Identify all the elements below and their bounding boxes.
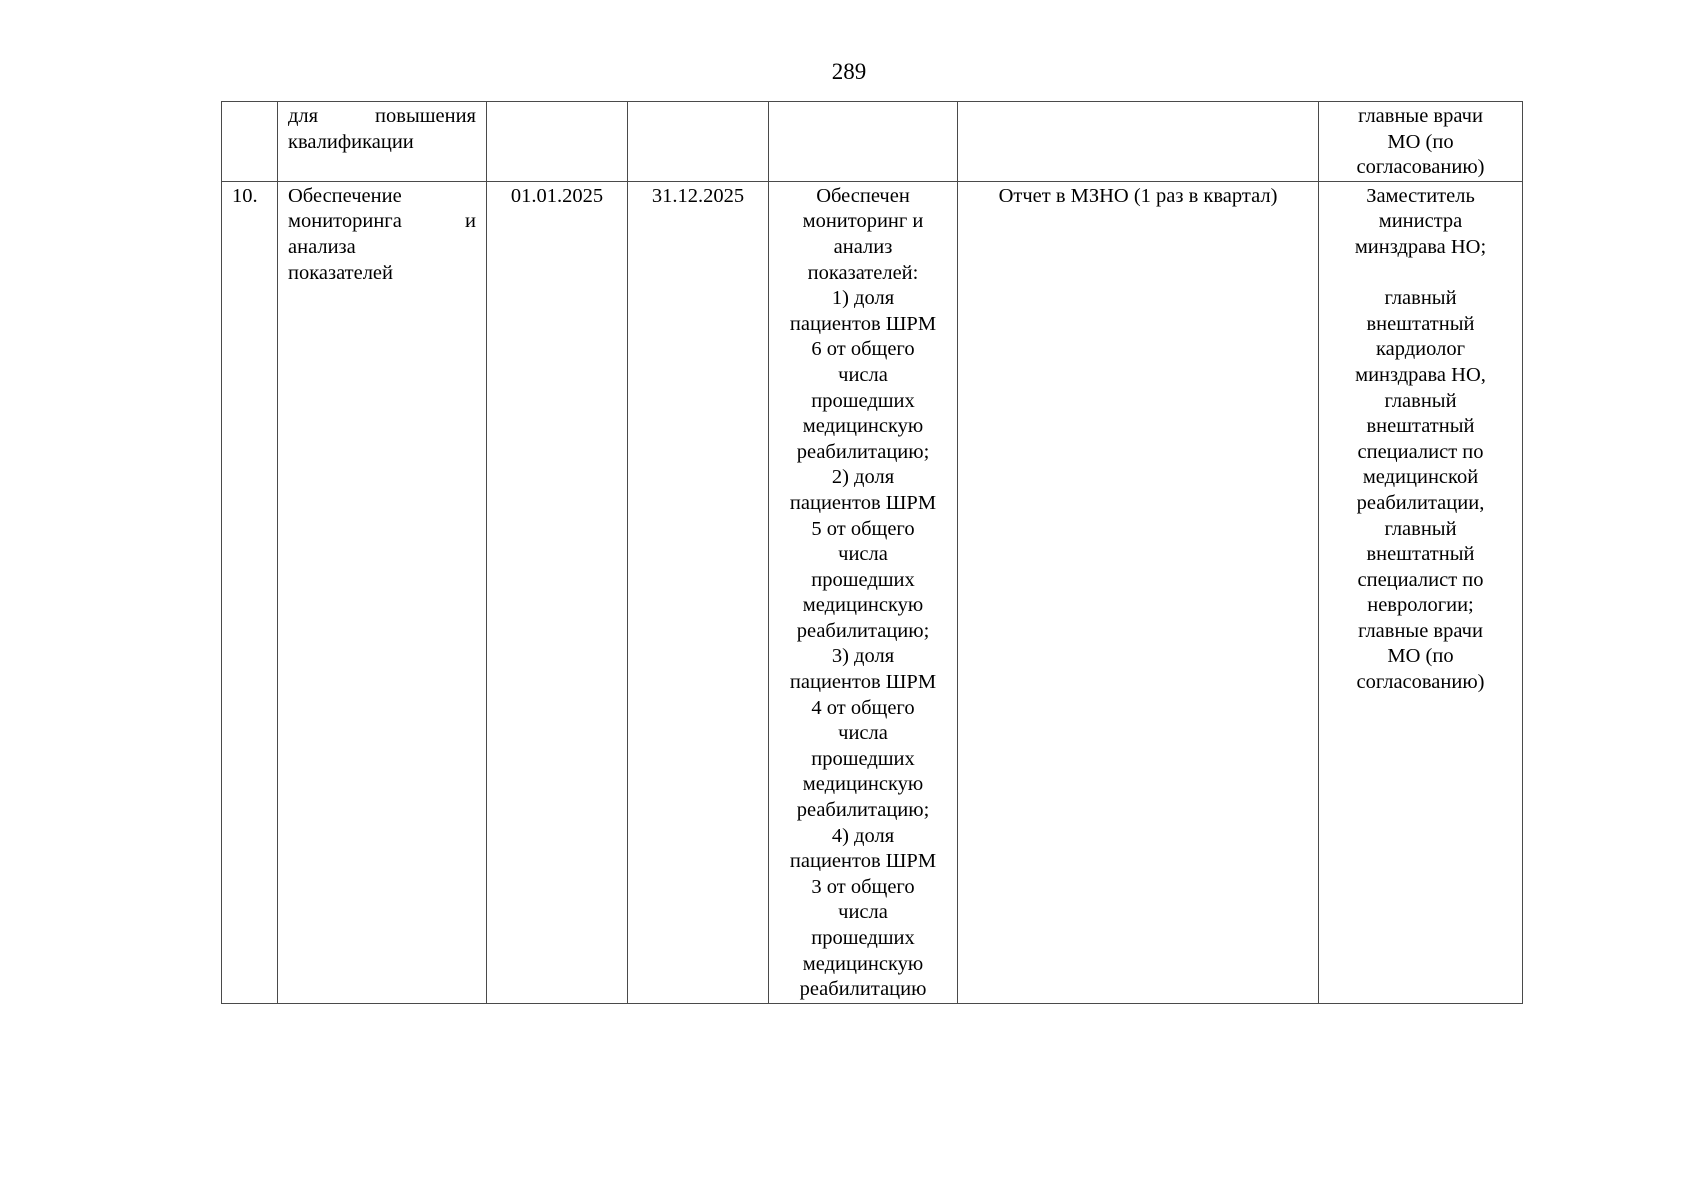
report-form-cell — [958, 102, 1319, 182]
result-line: пациентов ШРМ — [789, 671, 937, 694]
responsible-line: реабилитации, — [1356, 491, 1485, 514]
responsible-line: МО (по — [1387, 645, 1454, 668]
responsible-line: внештатный — [1366, 415, 1475, 438]
result-line: числа — [838, 722, 888, 745]
responsible-line: специалист по — [1357, 568, 1484, 591]
result-line: реабилитацию — [799, 978, 927, 1001]
result-line: 2) доля — [831, 466, 895, 489]
result-line: 1) доля — [831, 287, 895, 310]
table-row — [222, 181, 1523, 1003]
responsible-line: согласованию) — [1356, 156, 1485, 179]
result-lines — [779, 184, 947, 1003]
table-row — [222, 102, 1523, 182]
report-form-cell: Отчет в МЗНО (1 раз в квартал) — [958, 181, 1319, 1003]
responsible-line: внештатный — [1366, 312, 1475, 335]
responsible-line: специалист по — [1357, 440, 1484, 463]
result-line: медицинскую — [802, 773, 924, 796]
end-date-cell — [628, 102, 769, 182]
result-cell — [769, 102, 958, 182]
result-line: прошедших — [811, 568, 915, 591]
activity-name-line: квалификации — [288, 130, 414, 153]
responsible-line: неврологии; — [1367, 594, 1474, 617]
result-line: мониторинг и — [802, 210, 924, 233]
result-line: 4) доля — [831, 824, 895, 847]
result-line: прошедших — [811, 927, 915, 949]
result-line: медицинскую — [802, 594, 924, 617]
activity-name-cell — [278, 181, 487, 1003]
responsible-cell — [1319, 102, 1523, 182]
action-plan-table — [221, 101, 1523, 1004]
result-line: 4 от общего — [811, 696, 915, 719]
responsible-line: минздрава НО, — [1355, 363, 1486, 386]
start-date-cell — [487, 102, 628, 182]
result-cell — [769, 181, 958, 1003]
result-line: Обеспечен — [816, 184, 910, 207]
responsible-line: главные врачи — [1358, 619, 1483, 642]
start-date-cell: 01.01.2025 — [487, 181, 628, 1003]
row-number-cell — [222, 102, 278, 182]
result-line: реабилитацию; — [796, 799, 930, 822]
result-line: числа — [838, 363, 888, 386]
responsible-line — [1329, 261, 1512, 287]
responsible-lines — [1329, 184, 1512, 696]
activity-name-line: анализа — [288, 235, 356, 258]
result-line: пациентов ШРМ — [789, 312, 937, 335]
activity-name-line: мониторинга и — [288, 210, 476, 233]
result-line: 3 от общего — [811, 875, 915, 898]
activity-name-cell — [278, 102, 487, 182]
responsible-line: главный — [1384, 287, 1457, 310]
activity-name-line: для повышения — [288, 105, 476, 127]
page-number: 289 — [831, 59, 867, 84]
responsible-line: минздрава НО; — [1354, 235, 1487, 258]
row-number-cell: 10. — [222, 181, 278, 1003]
activity-name-line: Обеспечение — [288, 184, 402, 207]
result-line: 5 от общего — [811, 517, 915, 540]
result-line: реабилитацию; — [796, 619, 930, 642]
responsible-line: главный — [1384, 517, 1457, 540]
result-line: анализ — [833, 235, 893, 258]
responsible-line: главные врачи — [1358, 105, 1483, 127]
result-line: 6 от общего — [811, 338, 915, 361]
responsible-line: МО (по — [1387, 130, 1454, 153]
responsible-line: кардиолог — [1376, 338, 1465, 361]
result-line: прошедших — [811, 747, 915, 770]
responsible-line: министра — [1378, 210, 1463, 233]
activity-name-line: показателей — [288, 261, 393, 284]
result-line: 3) доля — [831, 645, 895, 668]
responsible-line: главный — [1384, 389, 1457, 412]
responsible-line: внештатный — [1366, 543, 1475, 566]
result-line: числа — [838, 543, 888, 566]
responsible-line: Заместитель — [1366, 184, 1475, 207]
result-line: медицинскую — [802, 952, 924, 975]
result-line: прошедших — [811, 389, 915, 412]
result-line: реабилитацию; — [796, 440, 930, 463]
result-line: медицинскую — [802, 415, 924, 438]
result-line: пациентов ШРМ — [789, 491, 937, 514]
responsible-cell — [1319, 181, 1523, 1003]
responsible-line: согласованию) — [1356, 671, 1485, 694]
end-date-cell: 31.12.2025 — [628, 181, 769, 1003]
result-line: пациентов ШРМ — [789, 850, 937, 873]
result-line: числа — [838, 901, 888, 924]
responsible-line: медицинской — [1362, 466, 1479, 489]
result-line: показателей: — [807, 261, 919, 284]
